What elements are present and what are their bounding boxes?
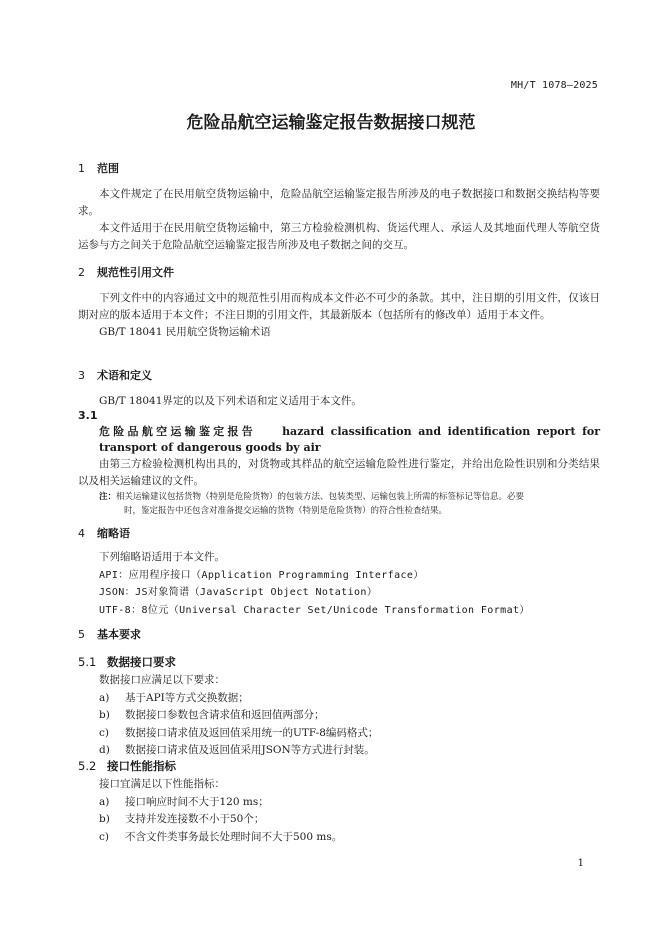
list-marker: b)	[99, 709, 110, 721]
section-title: 规范性引用文件	[97, 266, 174, 279]
list-marker: a)	[99, 691, 110, 704]
term-english: hazard classification and identification report for transport of dangerous goods by air	[99, 425, 600, 454]
note-text: 相关运输建议包括货物（特别是危险货物）的包装方法、包装类型、运输包装上所需的标签标记等信息。必要	[116, 492, 525, 502]
scope-body	[78, 186, 600, 254]
paragraph: 下列缩略语适用于本文件。	[99, 551, 225, 563]
list-item	[78, 811, 600, 829]
list-marker: c)	[99, 830, 109, 843]
list-text: 数据接口请求值及返回值采用统一的UTF-8编码格式；	[125, 726, 379, 739]
section-number: 5	[78, 628, 85, 641]
paragraph: 接口宜满足以下性能指标：	[99, 778, 225, 790]
note-label: 注：	[99, 492, 117, 502]
term-chinese: 危险品航空运输鉴定报告	[99, 425, 257, 438]
section-number: 1	[78, 162, 85, 175]
list-item	[78, 794, 600, 812]
subsection-title: 接口性能指标	[107, 759, 176, 773]
list-marker: a)	[99, 795, 110, 808]
subsection-number: 5.1	[78, 655, 97, 669]
paragraph: 本文件规定了在民用航空货物运输中，危险品航空运输鉴定报告所涉及的电子数据接口和数据交换结构等要求。	[78, 188, 600, 217]
section-title: 缩略语	[97, 527, 130, 540]
section-heading-abbreviations	[78, 525, 600, 541]
subsection-number: 5.2	[78, 759, 97, 773]
abbreviation-item: UTF-8：8位元（Universal Character Set/Unicode Transformation Format）	[99, 604, 530, 616]
paragraph: GB/T 18041界定的以及下列术语和定义适用于本文件。	[99, 395, 362, 407]
note-text: 时，鉴定报告中还包含对准备提交运输的货物（特别是危险货物）的符合性检查结果。	[124, 506, 448, 516]
term-entry	[78, 424, 600, 518]
abbreviation-item: API：应用程序接口（Application Programming Interface）	[99, 569, 424, 581]
list-item	[78, 742, 600, 760]
section-heading-scope	[78, 160, 600, 176]
section-number: 3	[78, 369, 85, 382]
paragraph: 下列文件中的内容通过文中的规范性引用而构成本文件必不可少的条款。其中，注日期的引用文件，仅该日期对应的版本适用于本文件；不注日期的引用文件，其最新版本（包括所有的修改单）适用于本文件。	[78, 292, 600, 321]
reference-item: GB/T 18041 民用航空货物运输术语	[99, 326, 271, 338]
abbreviations-body	[78, 549, 600, 619]
list-text: 接口响应时间不大于120 ms；	[125, 795, 269, 808]
list-marker: b)	[99, 813, 110, 825]
list-item	[78, 829, 600, 847]
paragraph: 数据接口应满足以下要求：	[99, 674, 225, 686]
list-item	[78, 707, 600, 725]
references-body	[78, 290, 600, 342]
section-heading-basic-requirements	[78, 626, 600, 642]
list-item	[78, 690, 600, 708]
section-heading-normative-references	[78, 264, 600, 280]
section-number: 2	[78, 266, 85, 279]
term-number: 3.1	[78, 409, 98, 422]
list-marker: d)	[99, 744, 110, 756]
subsection-heading-interface-requirements	[78, 654, 600, 670]
abbreviation-item: JSON：JS对象简谱（JavaScript Object Notation）	[99, 587, 378, 598]
page-number: 1	[577, 858, 584, 869]
terms-intro	[78, 393, 600, 411]
list-text: 基于API等方式交换数据；	[125, 691, 249, 704]
list-marker: c)	[99, 726, 109, 739]
term-note	[78, 490, 600, 518]
list-text: 支持并发连接数不小于50个；	[125, 813, 265, 825]
term-definition: 由第三方检验检测机构出具的，对货物或其样品的航空运输危险性进行鉴定，并给出危险性识别和分类结果以及相关运输建议的文件。	[78, 458, 600, 487]
subsection-heading-performance	[78, 758, 600, 774]
term-heading	[78, 424, 600, 456]
list-text: 不含文件类事务最长处理时间不大于500 ms。	[125, 830, 343, 843]
list-text: 数据接口参数包含请求值和返回值两部分；	[125, 709, 325, 721]
list-text: 数据接口请求值及返回值采用JSON等方式进行封装。	[125, 744, 375, 756]
section-number: 4	[78, 527, 85, 540]
performance-body	[78, 776, 600, 846]
document-title: 危险品航空运输鉴定报告数据接口规范	[186, 113, 476, 133]
paragraph: 本文件适用于在民用航空货物运输中，第三方检验检测机构、货运代理人、承运人及其地面代理人等航空货运参与方之间关于危险品航空运输鉴定报告所涉及电子数据之间的交互。	[78, 222, 600, 251]
list-item	[78, 725, 600, 743]
section-title: 术语和定义	[97, 369, 152, 382]
section-title: 基本要求	[97, 628, 141, 641]
subsection-title: 数据接口要求	[107, 655, 176, 669]
interface-requirements-body	[78, 672, 600, 760]
section-title: 范围	[97, 162, 119, 175]
section-heading-terms	[78, 367, 600, 383]
document-code: MH/T 1078—2025	[510, 80, 598, 91]
